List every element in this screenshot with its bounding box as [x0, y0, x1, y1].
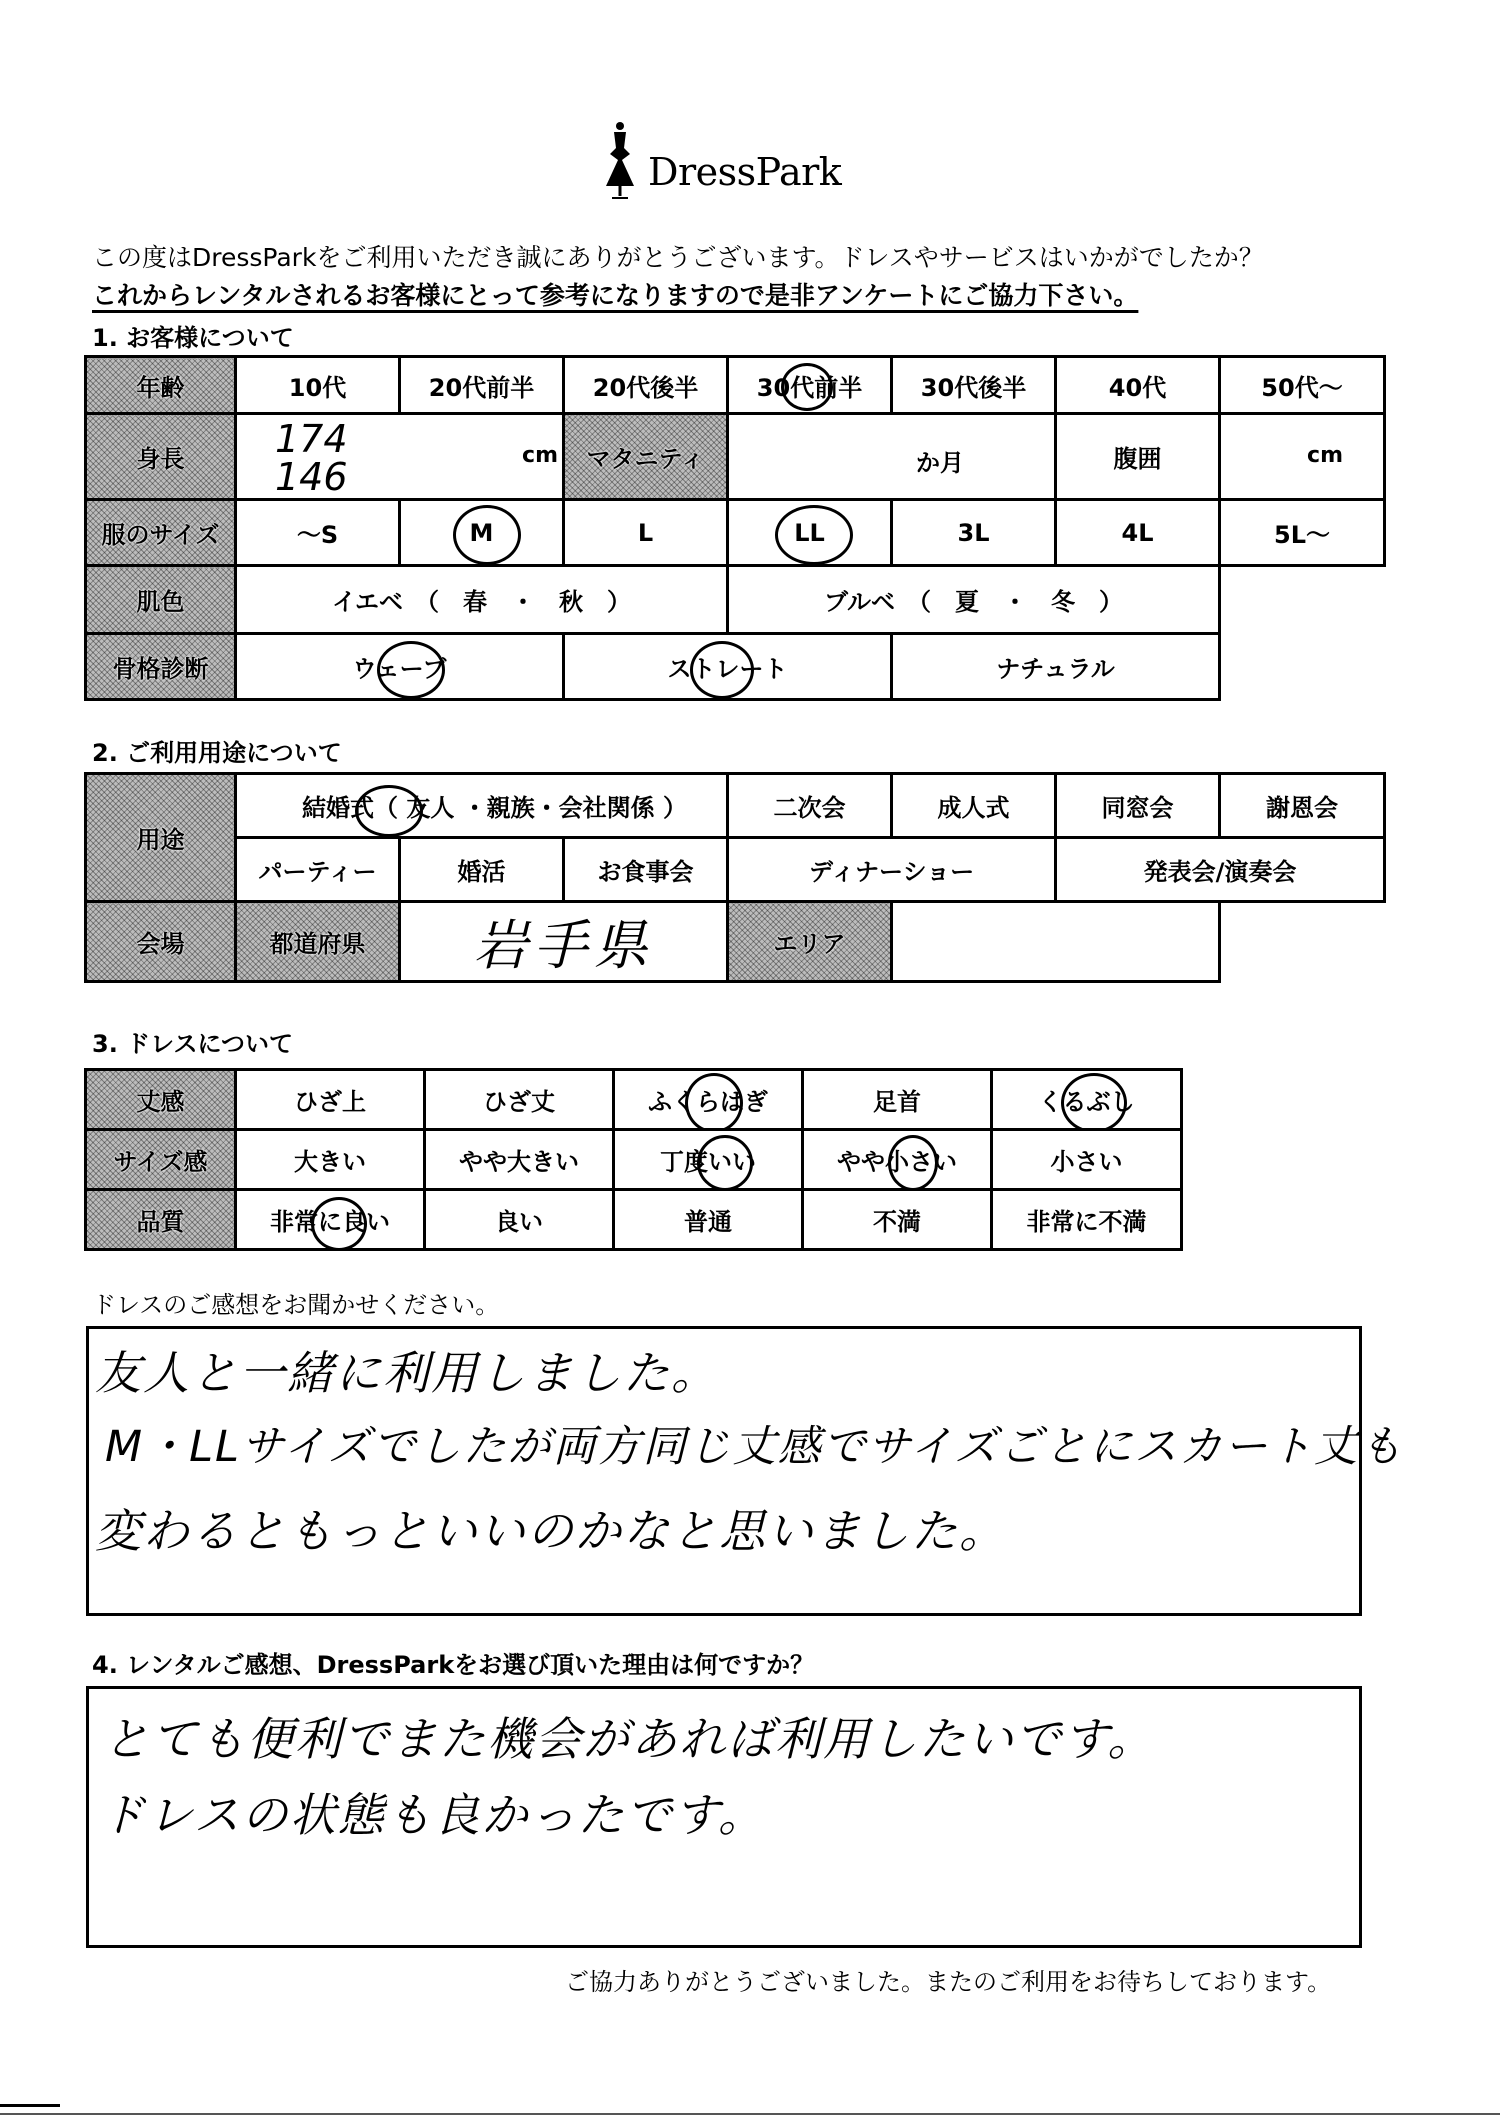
size-option[interactable]: L	[564, 500, 728, 566]
body-option-selected[interactable]	[564, 634, 892, 700]
size-option[interactable]: 5L〜	[1220, 500, 1385, 566]
purpose-option[interactable]: パーティー	[236, 838, 400, 902]
length-option[interactable]: ひざ丈	[425, 1070, 614, 1130]
age-option[interactable]: 20代後半	[564, 357, 728, 414]
fit-option[interactable]: 大きい	[236, 1130, 425, 1190]
length-option-selected[interactable]	[992, 1070, 1182, 1130]
body-row	[86, 634, 1385, 700]
usage-table	[84, 772, 1386, 983]
purpose-option[interactable]: 同窓会	[1056, 774, 1220, 838]
fit-option-text: 丁度いい	[660, 1148, 756, 1176]
intro-line-2: これからレンタルされるお客様にとって参考になりますので是非アンケートにご協力下さい。	[92, 281, 1139, 310]
quality-option[interactable]: 非常に不満	[992, 1190, 1182, 1250]
age-label: 年齢	[86, 357, 236, 414]
height-label: 身長	[86, 414, 236, 500]
height-field[interactable]	[236, 414, 564, 500]
fit-option-text: やや小さい	[837, 1148, 957, 1176]
length-option[interactable]: ひざ上	[236, 1070, 425, 1130]
skin-row	[86, 566, 1385, 634]
waist-label: 腹囲	[1056, 414, 1220, 500]
customer-table	[84, 355, 1386, 701]
length-label: 丈感	[86, 1070, 236, 1130]
purpose-wedding[interactable]	[236, 774, 728, 838]
size-label: 服のサイズ	[86, 500, 236, 566]
quality-label: 品質	[86, 1190, 236, 1250]
reason-line-2: ドレスの状態も良かったです。	[99, 1788, 766, 1842]
dress-icon	[600, 120, 640, 200]
purpose-row-2	[86, 838, 1385, 902]
scan-edge-line	[0, 2113, 1500, 2115]
size-option-selected[interactable]	[400, 500, 564, 566]
body-option-selected[interactable]	[236, 634, 564, 700]
waist-field[interactable]	[1220, 414, 1385, 500]
fit-row	[86, 1130, 1182, 1190]
venue-row	[86, 902, 1385, 982]
prefecture-label: 都道府県	[236, 902, 400, 982]
age-option[interactable]: 20代前半	[400, 357, 564, 414]
purpose-option[interactable]: 婚活	[400, 838, 564, 902]
purpose-row-1	[86, 774, 1385, 838]
size-option-selected[interactable]	[728, 500, 892, 566]
purpose-option[interactable]: ディナーショー	[728, 838, 1056, 902]
waist-unit: cm	[1307, 443, 1343, 468]
intro-line-1: この度はDressParkをご利用いただき誠にありがとうございます。ドレスやサービスはいかがでしたか？	[92, 243, 1264, 272]
size-option[interactable]: 4L	[1056, 500, 1220, 566]
fit-option-selected[interactable]	[803, 1130, 992, 1190]
purpose-option[interactable]: 謝恩会	[1220, 774, 1385, 838]
dress-comment-line-2: M・LLサイズでしたが両方同じ丈感でサイズごとにスカート丈も	[105, 1422, 1405, 1472]
section-1-title: 1. お客様について	[92, 324, 294, 352]
purpose-wedding-text: 結婚式（ 友人 ・親族・会社関係 ）	[301, 794, 688, 822]
fit-option[interactable]: やや大きい	[425, 1130, 614, 1190]
area-field[interactable]	[892, 902, 1220, 982]
quality-option-selected[interactable]	[236, 1190, 425, 1250]
body-option-text: ウェーブ	[352, 655, 447, 683]
body-option[interactable]: ナチュラル	[892, 634, 1220, 700]
purpose-option[interactable]: 二次会	[728, 774, 892, 838]
dresspark-logo	[600, 120, 860, 200]
maternity-unit: か月	[916, 449, 964, 477]
height-row	[86, 414, 1385, 500]
quality-option[interactable]: 良い	[425, 1190, 614, 1250]
maternity-label: マタニティ	[564, 414, 728, 500]
fit-option[interactable]: 小さい	[992, 1130, 1182, 1190]
length-option-text: くるぶし	[1038, 1088, 1135, 1116]
height-value-2: 146	[275, 455, 348, 499]
height-unit: cm	[522, 443, 558, 468]
reason-answer-box[interactable]	[86, 1686, 1362, 1948]
skin-label: 肌色	[86, 566, 236, 634]
quality-option-text: 非常に良い	[270, 1208, 390, 1236]
body-option-text: ストレート	[667, 655, 788, 683]
age-option[interactable]: 40代	[1056, 357, 1220, 414]
reason-line-1: とても便利でまた機会があれば利用したいです。	[103, 1712, 1156, 1766]
skin-blue[interactable]: ブルベ （ 夏 ・ 冬 ）	[728, 566, 1220, 634]
dress-table	[84, 1068, 1183, 1251]
size-row	[86, 500, 1385, 566]
quality-row	[86, 1190, 1182, 1250]
dress-comment-line-1: 友人と一緒に利用しました。	[95, 1346, 719, 1400]
section-4-title: 4. レンタルご感想、DressParkをお選び頂いた理由は何ですか？	[92, 1651, 815, 1679]
length-option[interactable]: 足首	[803, 1070, 992, 1130]
purpose-option[interactable]: 成人式	[892, 774, 1056, 838]
age-option-selected[interactable]	[728, 357, 892, 414]
prefecture-field[interactable]	[400, 902, 728, 982]
body-label: 骨格診断	[86, 634, 236, 700]
venue-label: 会場	[86, 902, 236, 982]
quality-option[interactable]: 普通	[614, 1190, 803, 1250]
footer-thanks: ご協力ありがとうございました。またのご利用をお待ちしております。	[565, 1968, 1332, 1996]
scan-edge-mark	[0, 2104, 60, 2107]
length-row	[86, 1070, 1182, 1130]
quality-option[interactable]: 不満	[803, 1190, 992, 1250]
dress-comment-box[interactable]	[86, 1326, 1405, 1616]
dress-comment-prompt: ドレスのご感想をお聞かせください。	[92, 1291, 500, 1319]
logo-text: DressPark	[648, 150, 842, 194]
size-option-text: M	[469, 518, 494, 547]
age-option[interactable]: 30代後半	[892, 357, 1056, 414]
prefecture-value: 岩手県	[473, 914, 654, 977]
age-option[interactable]: 50代〜	[1220, 357, 1385, 414]
length-option-text: ふくらはぎ	[648, 1088, 768, 1116]
size-option[interactable]: 3L	[892, 500, 1056, 566]
height-value-1: 174	[275, 417, 348, 461]
purpose-label: 用途	[86, 774, 236, 902]
area-label: エリア	[728, 902, 892, 982]
purpose-option[interactable]: 発表会/演奏会	[1056, 838, 1385, 902]
age-option[interactable]: 10代	[236, 357, 400, 414]
purpose-option[interactable]: お食事会	[564, 838, 728, 902]
section-2-title: 2. ご利用用途について	[92, 739, 342, 767]
age-row	[86, 357, 1385, 414]
dress-comment-line-3: 変わるともっといいのかなと思いました。	[95, 1504, 1007, 1558]
fit-option-selected[interactable]	[614, 1130, 803, 1190]
skin-yellow[interactable]: イエベ （ 春 ・ 秋 ）	[236, 566, 728, 634]
length-option-selected[interactable]	[614, 1070, 803, 1130]
age-option-text: 30代前半	[756, 373, 863, 402]
size-option[interactable]: 〜S	[236, 500, 400, 566]
size-option-text: LL	[794, 518, 825, 547]
fit-label: サイズ感	[86, 1130, 236, 1190]
section-3-title: 3. ドレスについて	[92, 1030, 293, 1058]
maternity-field[interactable]	[728, 414, 1056, 500]
